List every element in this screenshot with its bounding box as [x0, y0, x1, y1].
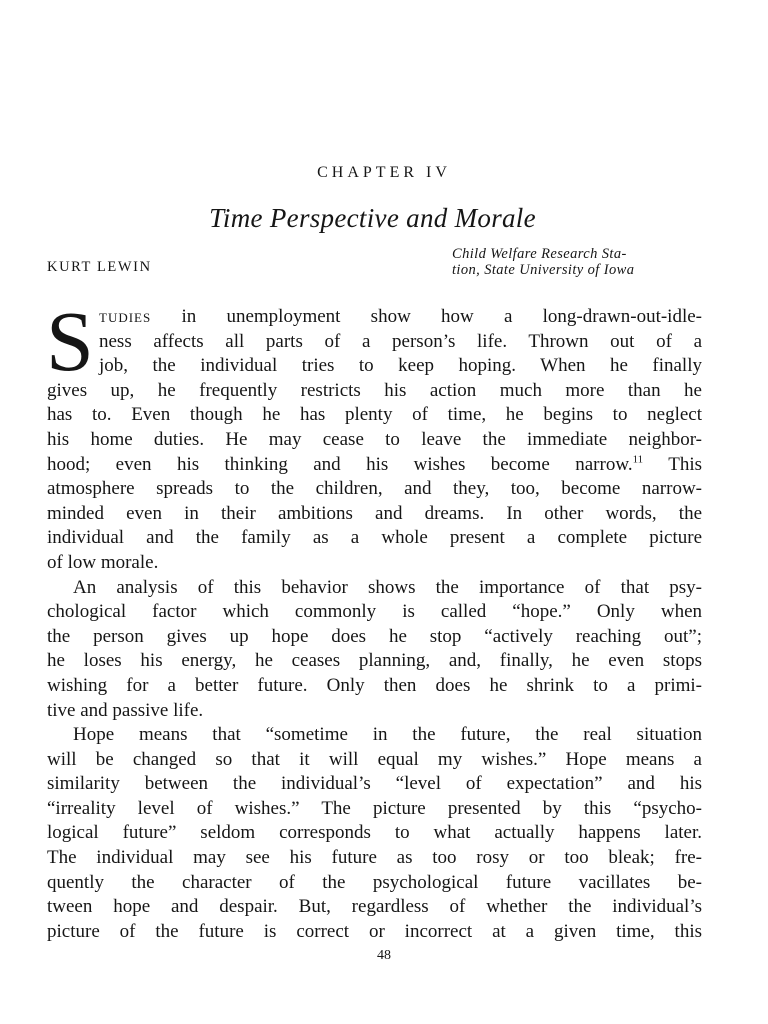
body-text — [46, 293, 703, 944]
text-line: tween hope and despair. But, regardless of whether the individual’s — [47, 896, 702, 918]
text-line: individual and the family as a whole present a complete picture — [47, 527, 702, 549]
text-line: picture of the future is correct or incorrect at a given time, this — [47, 920, 702, 942]
text-line: gives up, he frequently restricts his action much more than he — [47, 379, 702, 401]
affiliation-line: Child Welfare Research Sta- — [452, 246, 627, 262]
lead-word: tudies — [99, 306, 152, 327]
affiliation-line: tion, State University of Iowa — [452, 262, 635, 278]
text-line: Hope means that “sometime in the future, the real situation — [73, 724, 702, 746]
text-line — [47, 453, 702, 478]
author-affiliation — [452, 246, 712, 278]
text-line: tive and passive life. — [47, 699, 204, 721]
text-line: chological factor which commonly is called “hope.” Only when — [47, 601, 702, 623]
text-line: atmosphere spreads to the children, and they, too, become narrow- — [47, 478, 702, 500]
page-number: 48 — [377, 948, 391, 963]
text-line: of low morale. — [47, 551, 159, 573]
chapter-number: CHAPTER IV — [317, 164, 451, 181]
text-line: ness affects all parts of a person’s life. Thrown out of a — [99, 330, 702, 352]
text-fragment: hood; even his thinking and his wishes become narrow. — [47, 453, 633, 475]
text-line: An analysis of this behavior shows the importance of that psy- — [73, 576, 702, 598]
text-line: wishing for a better future. Only then does he shrink to a primi- — [47, 674, 702, 696]
text-fragment: in unemployment show how a long-drawn-out-idle- — [151, 306, 702, 327]
text-line: quently the character of the psychological future vacillates be- — [47, 871, 702, 893]
text-line: he loses his energy, he ceases planning, and, finally, he even stops — [47, 650, 702, 672]
text-line: “irreality level of wishes.” The picture presented by this “psycho- — [47, 797, 702, 819]
drop-cap: S — [46, 293, 94, 389]
author-name: KURT LEWIN — [47, 259, 152, 275]
text-line: logical future” seldom corresponds to what actually happens later. — [47, 822, 702, 844]
text-line: job, the individual tries to keep hoping. When he finally — [99, 355, 702, 377]
text-line: similarity between the individual’s “level of expectation” and his — [47, 773, 702, 795]
text-line: will be changed so that it will equal my wishes.” Hope means a — [47, 748, 702, 770]
text-line: the person gives up hope does he stop “actively reaching out”; — [47, 625, 702, 647]
text-line: minded even in their ambitions and dreams. In other words, the — [47, 502, 702, 524]
text-line — [47, 305, 702, 330]
text-line: his home duties. He may cease to leave the immediate neighbor- — [47, 428, 702, 450]
chapter-title: Time Perspective and Morale — [209, 203, 536, 233]
text-line: has to. Even though he has plenty of time, he begins to neglect — [47, 404, 702, 426]
text-line: The individual may see his future as too rosy or too bleak; fre- — [47, 847, 702, 869]
text-fragment: This — [643, 453, 703, 475]
footnote-marker: 11 — [632, 453, 644, 466]
